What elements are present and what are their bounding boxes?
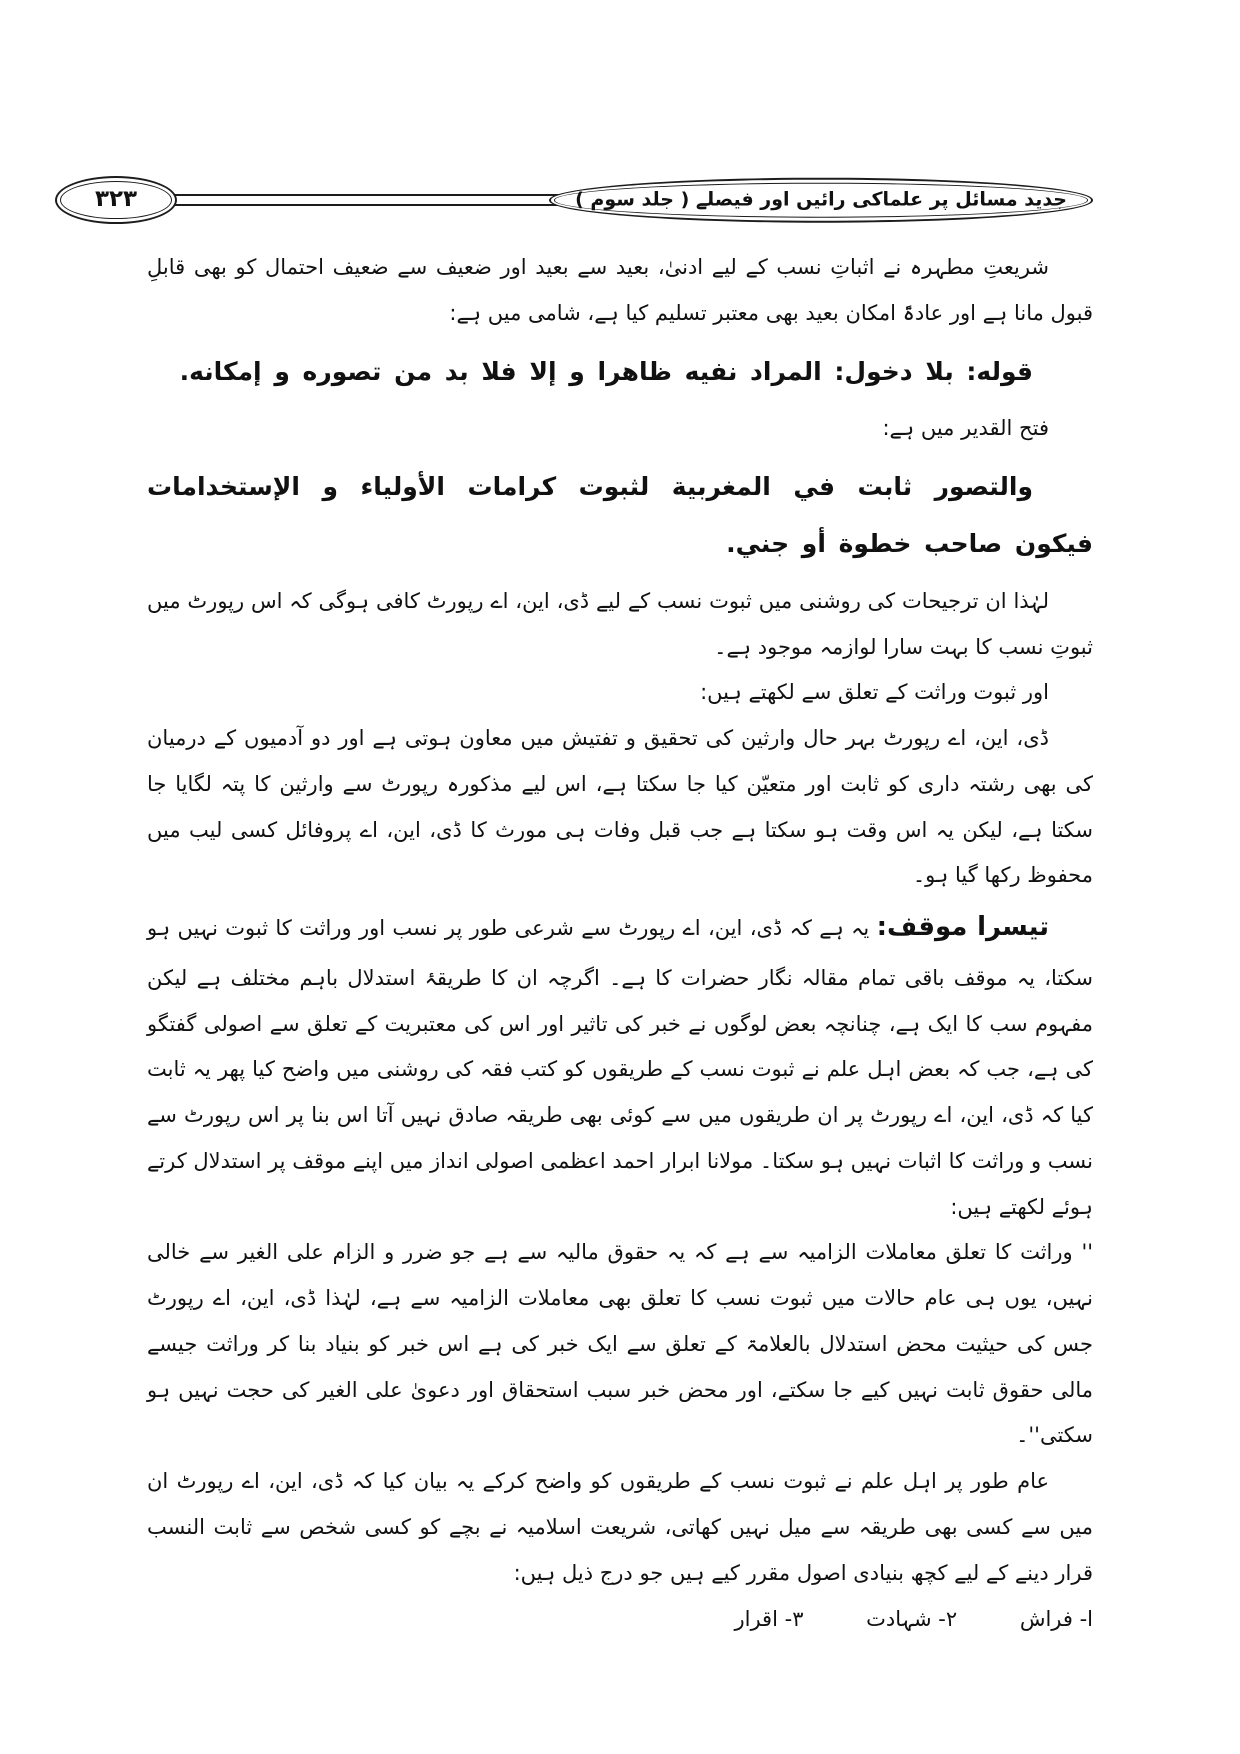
usool-item-shahadat: ۲- شہادت — [866, 1606, 958, 1631]
paragraph-azmi-quote: '' وراثت کا تعلق معاملات الزامیہ سے ہے کہ یہ حقوق مالیہ سے ہے جو ضرر و الزام علی الغیر سے خالی نہیں، یوں ہی عام حالات میں ثبوت نسب کا تعلق بھی معاملات الزامیہ سے ہے، لہٰذا ڈی، این، اے رپورٹ جس کی حیثیت محض استدلال بالعلامۃ کے تعلق سے ایک خبر کی ہے اس خبر کو بنیاد بنا کر وراثت جیسے مالی حقوق ثابت نہیں کیے جا سکتے، اور محض خبر سبب استحقاق اور دعویٰ علی الغیر کی حجت نہیں ہو سکتی''۔ — [147, 1240, 1093, 1448]
page-header — [55, 172, 1093, 228]
book-title-badge — [549, 178, 1093, 223]
third-position-heading: تیسرا موقف: — [876, 912, 1049, 943]
paragraph-dna-wirasat: ڈی، این، اے رپورٹ بہر حال وارثین کی تحقیق و تفتیش میں معاون ہوتی ہے اور دو آدمیوں کے درمیان کی بھی رشتہ داری کو ثابت اور متعیّن کیا جا سکتا ہے، اس لیے مذکورہ رپورٹ سے وارثین کا پتہ لگایا جا سکتا ہے، لیکن یہ اس وقت ہو سکتا ہے جب قبل وفات ہی مورث کا ڈی، این، اے پروفائل کسی لیب میں محفوظ رکھا گیا ہو۔ — [147, 726, 1093, 888]
page-number-badge — [55, 176, 177, 224]
page-content — [147, 245, 1093, 1642]
arabic-quote-shami: قوله: بلا دخول: المراد نفيه ظاهرا و إلا فلا بد من تصوره و إمكانه. — [179, 356, 1033, 386]
third-position-text: یہ ہے کہ ڈی، این، اے رپورٹ سے شرعی طور پر نسب اور وراثت کا ثبوت نہیں ہو سکتا، یہ موقف باقی تمام مقالہ نگار حضرات کا ہے۔ اگرچہ ان کا طریقۂ استدلال باہم مختلف ہے لیکن مفہوم سب کا ایک ہے، چنانچہ بعض لوگوں نے خبر کی تاثیر اور اس کی معتبریت کے تعلق سے اصولی گفتگو کی ہے، جب کہ بعض اہل علم نے ثبوت نسب کے طریقوں کو کتب فقہ کی روشنی میں واضح کیا پھر یہ ثابت کیا کہ ڈی، این، اے رپورٹ پر ان طریقوں میں سے کوئی بھی طریقہ صادق نہیں آتا اس بنا پر اس رپورٹ سے نسب و وراثت کا اثبات نہیں ہو سکتا۔ مولانا ابرار احمد اعظمی اصولی انداز میں اپنے موقف پر استدلال کرتے ہوئے لکھتے ہیں: — [146, 916, 1093, 1219]
paragraph-intro: شریعتِ مطہرہ نے اثباتِ نسب کے لیے ادنیٰ، بعید سے بعید اور ضعیف سے ضعیف احتمال کو بھی قابلِ قبول مانا ہے اور عادۃً امکان بعید بھی معتبر تسلیم کیا ہے، شامی میں ہے: — [147, 255, 1093, 325]
paragraph-usool-intro: عام طور پر اہل علم نے ثبوت نسب کے طریقوں کو واضح کرکے یہ بیان کیا کہ ڈی، این، اے رپورٹ ان میں سے کسی بھی طریقہ سے میل نہیں کھاتی، شریعت اسلامیہ نے بچے کو کسی شخص سے ثابت النسب قرار دینے کے لیے کچھ بنیادی اصول مقرر کیے ہیں جو درج ذیل ہیں: — [147, 1469, 1093, 1585]
usool-item-firash: ا- فراش — [1019, 1606, 1093, 1631]
usool-item-iqrar: ۳- اقرار — [734, 1606, 804, 1631]
usool-list — [147, 1597, 1093, 1643]
paragraph-conclusion-nasab: لہٰذا ان ترجیحات کی روشنی میں ثبوت نسب کے لیے ڈی، این، اے رپورٹ کافی ہوگی کہ اس رپورٹ میں ثبوتِ نسب کا بہت سارا لوازمہ موجود ہے۔ — [147, 588, 1093, 659]
page-number: ۳۲۳ — [60, 181, 172, 219]
paragraph-fathulqadir-intro: فتح القدیر میں ہے: — [882, 416, 1049, 441]
paragraph-third-position — [147, 899, 1093, 1230]
book-title: جدید مسائل پر علماکی رائیں اور فیصلے ( جلد سوم ) — [554, 183, 1088, 218]
arabic-quote-fathulqadir: والتصور ثابت في المغربية لثبوت كرامات الأولياء و الإستخدامات فيكون صاحب خطوة أو جني. — [147, 471, 1093, 559]
paragraph-wirasat-intro: اور ثبوت وراثت کے تعلق سے لکھتے ہیں: — [700, 680, 1049, 705]
